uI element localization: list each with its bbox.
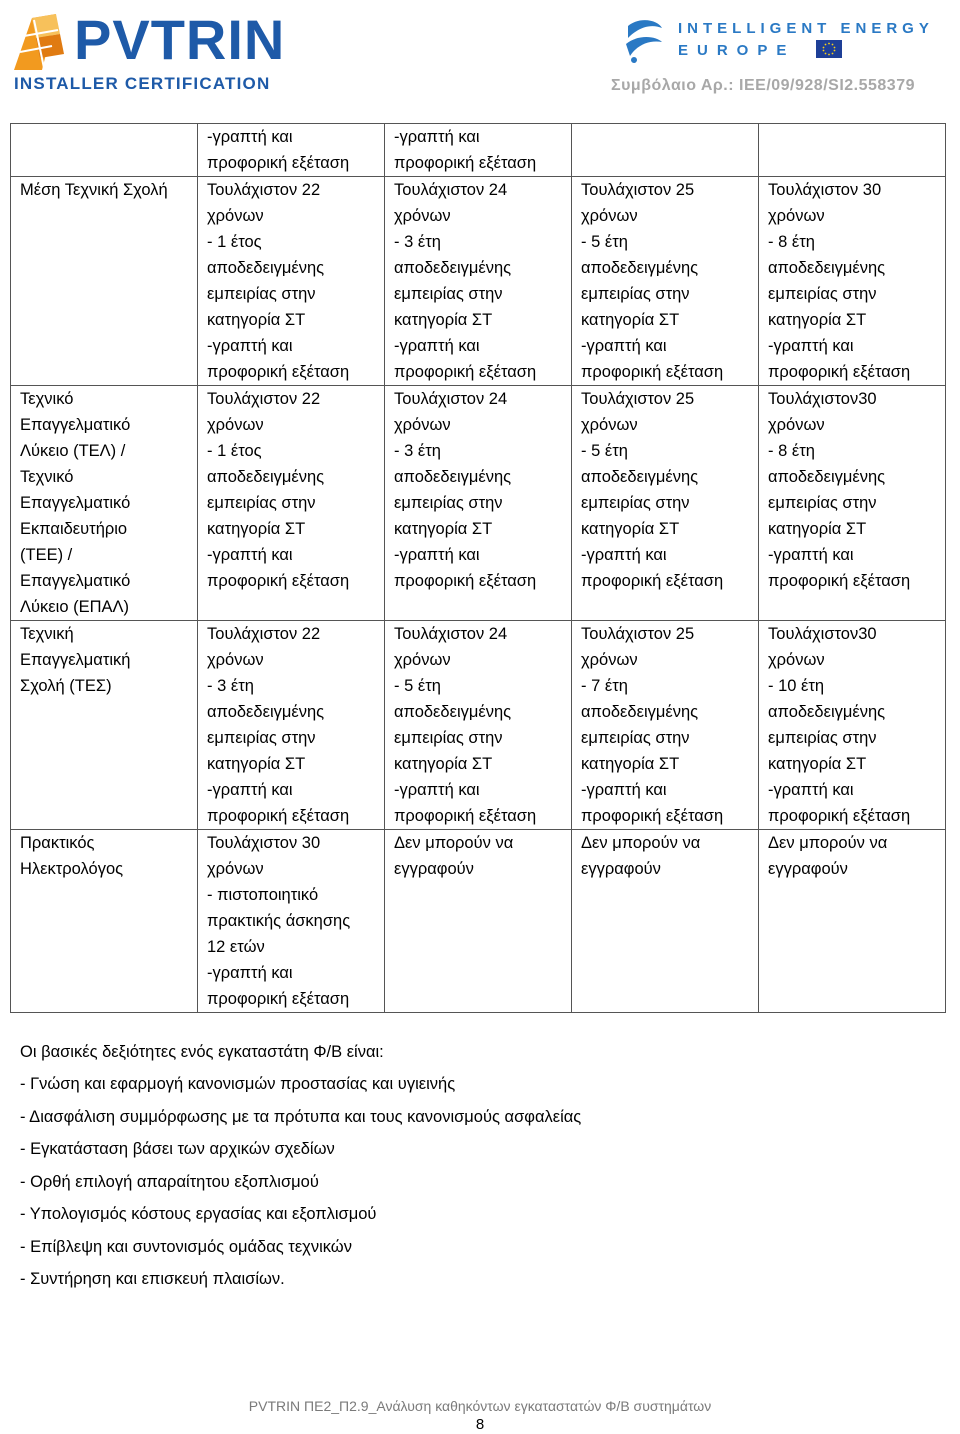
table-cell: Τουλάχιστον 24 χρόνων - 3 έτη αποδεδειγμένης εμπειρίας στην κατηγορία ΣΤ -γραπτή και προφορική εξέταση — [385, 177, 572, 386]
table-cell: Τουλάχιστον 24 χρόνων - 3 έτη αποδεδειγμένης εμπειρίας στην κατηγορία ΣΤ -γραπτή και προφορική εξέταση — [385, 386, 572, 621]
table-row — [11, 621, 946, 830]
iee-logo — [622, 14, 958, 74]
table-cell: Τουλάχιστον 25 χρόνων - 5 έτη αποδεδειγμένης εμπειρίας στην κατηγορία ΣΤ -γραπτή και προφορική εξέταση — [572, 386, 759, 621]
table-cell: Δεν μπορούν να εγγραφούν — [385, 830, 572, 1013]
table-cell: Τουλάχιστον30 χρόνων - 8 έτη αποδεδειγμένης εμπειρίας στην κατηγορία ΣΤ -γραπτή και προφορική εξέταση — [759, 386, 946, 621]
table-cell: Τουλάχιστον 25 χρόνων - 5 έτη αποδεδειγμένης εμπειρίας στην κατηγορία ΣΤ -γραπτή και προφορική εξέταση — [572, 177, 759, 386]
iee-subtitle: EUROPE — [678, 42, 796, 59]
sun-panel-logo-icon — [12, 12, 72, 72]
iee-title: INTELLIGENT ENERGY — [678, 20, 934, 37]
list-item: - Διασφάλιση συμμόρφωσης με τα πρότυπα και τους κανονισμούς ασφαλείας — [20, 1107, 582, 1126]
table-cell: Τουλάχιστον 25 χρόνων - 7 έτη αποδεδειγμένης εμπειρίας στην κατηγορία ΣΤ -γραπτή και προφορική εξέταση — [572, 621, 759, 830]
table-cell: Τεχνικό Επαγγελματικό Λύκειο (ΤΕΛ) / Τεχνικό Επαγγελματικό Εκπαιδευτήριο (ΤΕΕ) / Επαγγελματικό Λύκειο (ΕΠΑΛ) — [11, 386, 198, 621]
table-cell: Τουλάχιστον 30 χρόνων - πιστοποιητικό πρακτικής άσκησης 12 ετών -γραπτή και προφορική εξέταση — [198, 830, 385, 1013]
table-cell — [572, 124, 759, 177]
table-row — [11, 386, 946, 621]
table-cell: Τουλάχιστον 22 χρόνων - 1 έτος αποδεδειγμένης εμπειρίας στην κατηγορία ΣΤ -γραπτή και προφορική εξέταση — [198, 177, 385, 386]
table-row — [11, 830, 946, 1013]
logo-wordmark: PVTRIN — [74, 8, 286, 71]
list-item: - Υπολογισμός κόστους εργασίας και εξοπλισμού — [20, 1205, 377, 1223]
list-item: - Επίβλεψη και συντονισμός ομάδας τεχνικών — [20, 1237, 352, 1256]
page-footer: PVTRIN ΠΕ2_Π2.9_Ανάλυση καθηκόντων εγκαταστατών Φ/Β συστημάτων — [248, 1398, 712, 1414]
list-item: - Συντήρηση και επισκευή πλαισίων. — [20, 1270, 285, 1288]
table-cell: -γραπτή και προφορική εξέταση — [198, 124, 385, 177]
page-number: 8 — [475, 1416, 485, 1433]
contract-number: Συμβόλαιο Αρ.: IEE/09/928/SI2.558379 — [611, 77, 915, 94]
list-item: - Ορθή επιλογή απαραίτητου εξοπλισμού — [20, 1172, 319, 1191]
table-cell: Τουλάχιστον30 χρόνων - 10 έτη αποδεδειγμένης εμπειρίας στην κατηγορία ΣΤ -γραπτή και προφορική εξέταση — [759, 621, 946, 830]
eu-flag-icon — [816, 40, 842, 58]
table-cell — [759, 124, 946, 177]
eligibility-table — [10, 123, 946, 1013]
pvtrin-logo — [12, 8, 287, 98]
table-cell: Δεν μπορούν να εγγραφούν — [572, 830, 759, 1013]
table-cell: -γραπτή και προφορική εξέταση — [385, 124, 572, 177]
table-cell: Μέση Τεχνική Σχολή — [11, 177, 198, 386]
table-cell: Τουλάχιστον 22 χρόνων - 1 έτος αποδεδειγμένης εμπειρίας στην κατηγορία ΣΤ -γραπτή και προφορική εξέταση — [198, 386, 385, 621]
skills-intro: Οι βασικές δεξιότητες ενός εγκαταστάτη Φ/Β είναι: — [20, 1043, 384, 1061]
skills-section — [20, 1040, 581, 1300]
iee-swoosh-icon — [622, 16, 666, 64]
table-row — [11, 124, 946, 177]
table-cell: Τουλάχιστον 30 χρόνων - 8 έτη αποδεδειγμένης εμπειρίας στην κατηγορία ΣΤ -γραπτή και προφορική εξέταση — [759, 177, 946, 386]
table-cell — [11, 124, 198, 177]
table-row — [11, 177, 946, 386]
list-item: - Γνώση και εφαρμογή κανονισμών προστασίας και υγιεινής — [20, 1075, 456, 1093]
table-cell: Τεχνική Επαγγελματική Σχολή (ΤΕΣ) — [11, 621, 198, 830]
table-cell: Τουλάχιστον 24 χρόνων - 5 έτη αποδεδειγμένης εμπειρίας στην κατηγορία ΣΤ -γραπτή και προφορική εξέταση — [385, 621, 572, 830]
list-item: - Εγκατάσταση βάσει των αρχικών σχεδίων — [20, 1140, 335, 1158]
table-cell: Δεν μπορούν να εγγραφούν — [759, 830, 946, 1013]
logo-subtitle: INSTALLER CERTIFICATION — [14, 74, 271, 93]
page-header — [0, 0, 960, 110]
table-cell: Τουλάχιστον 22 χρόνων - 3 έτη αποδεδειγμένης εμπειρίας στην κατηγορία ΣΤ -γραπτή και προφορική εξέταση — [198, 621, 385, 830]
table-cell: Πρακτικός Ηλεκτρολόγος — [11, 830, 198, 1013]
